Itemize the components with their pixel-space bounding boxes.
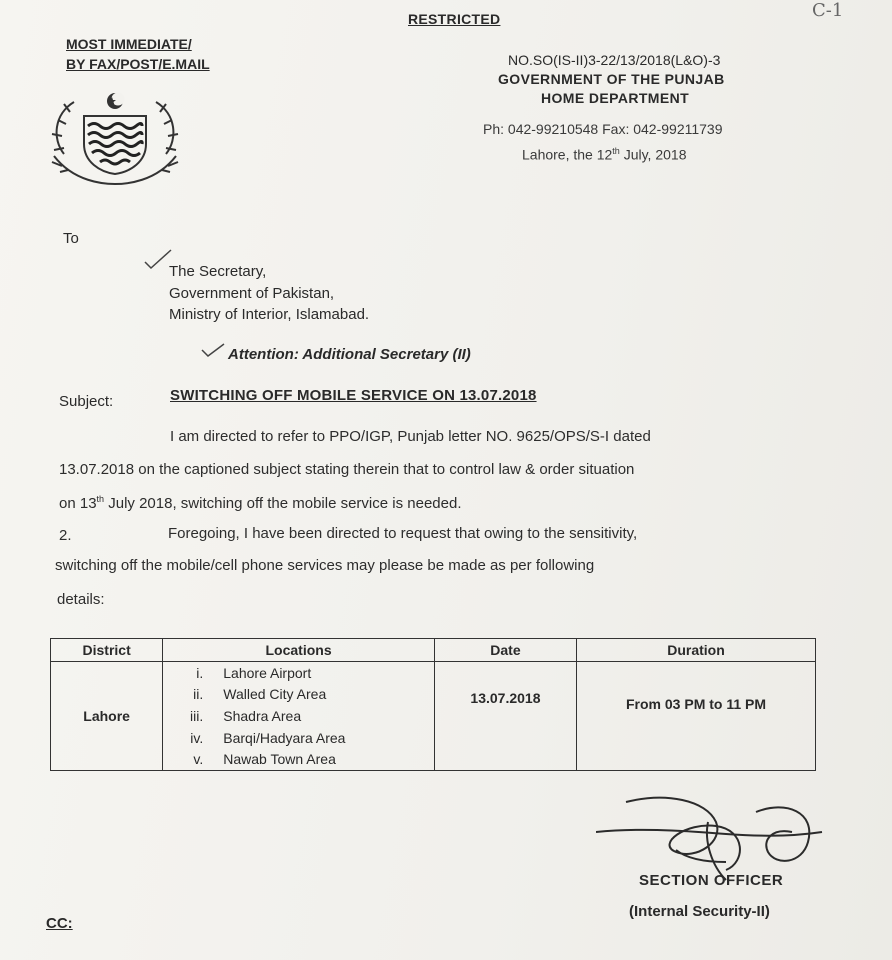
subject-label: Subject:	[59, 393, 114, 410]
district-cell: Lahore	[51, 662, 163, 771]
paragraph-2-number: 2.	[59, 527, 72, 544]
recipient-line-1: The Secretary,	[169, 263, 267, 280]
paragraph-2-line-1: Foregoing, I have been directed to request that owing to the sensitivity,	[168, 525, 638, 542]
government-name: GOVERNMENT OF THE PUNJAB	[498, 71, 725, 87]
classification-label: RESTRICTED	[408, 11, 501, 27]
date-cell: 13.07.2018	[434, 662, 576, 771]
handwritten-corner-mark: C-1	[812, 0, 844, 21]
list-item: i. Lahore Airport	[196, 664, 312, 681]
punjab-emblem-icon	[44, 84, 186, 196]
priority-label: MOST IMMEDIATE/	[66, 36, 192, 52]
recipient-line-2: Government of Pakistan,	[169, 285, 335, 302]
paragraph-1-line-3: on 13th July 2018, switching off the mobile service is needed.	[59, 494, 462, 512]
paragraph-1-line-2: 13.07.2018 on the captioned subject stating therein that to control law & order situation	[59, 461, 635, 478]
recipient-line-3: Ministry of Interior, Islamabad.	[169, 306, 370, 323]
phone-fax: Ph: 042-99210548 Fax: 042-99211739	[483, 121, 723, 137]
list-item: v. Nawab Town Area	[193, 751, 336, 768]
signatory-title: SECTION OFFICER	[639, 872, 784, 889]
table-row	[51, 662, 816, 771]
duration-cell: From 03 PM to 11 PM	[577, 662, 816, 771]
header-locations: Locations	[163, 639, 435, 662]
department-name: HOME DEPARTMENT	[541, 90, 690, 106]
table-header-row	[51, 639, 816, 662]
delivery-label: BY FAX/POST/E.MAIL	[66, 56, 210, 72]
header-district: District	[51, 639, 163, 662]
locations-cell	[163, 662, 435, 771]
list-item: iii. Shadra Area	[190, 708, 302, 724]
attention-line: Attention: Additional Secretary (II)	[228, 346, 471, 363]
letter-date: Lahore, the 12th July, 2018	[522, 146, 687, 163]
list-item: iv. Barqi/Hadyara Area	[190, 729, 346, 746]
header-date: Date	[434, 639, 576, 662]
to-label: To	[63, 230, 79, 247]
paragraph-2-line-2: switching off the mobile/cell phone services may please be made as per following	[55, 557, 595, 574]
list-item: ii. Walled City Area	[193, 686, 327, 703]
reference-number: NO.SO(IS-II)3-22/13/2018(L&O)-3	[508, 52, 721, 68]
header-duration: Duration	[577, 639, 816, 662]
signatory-unit: (Internal Security-II)	[629, 903, 770, 920]
paragraph-1-line-1: I am directed to refer to PPO/IGP, Punjab letter NO. 9625/OPS/S-I dated	[170, 428, 651, 445]
paragraph-2-line-3: details:	[57, 591, 105, 608]
schedule-table	[50, 638, 816, 771]
subject-text: SWITCHING OFF MOBILE SERVICE ON 13.07.2018	[170, 387, 537, 404]
cc-label: CC:	[46, 915, 73, 932]
checkmark-icon	[200, 342, 226, 358]
